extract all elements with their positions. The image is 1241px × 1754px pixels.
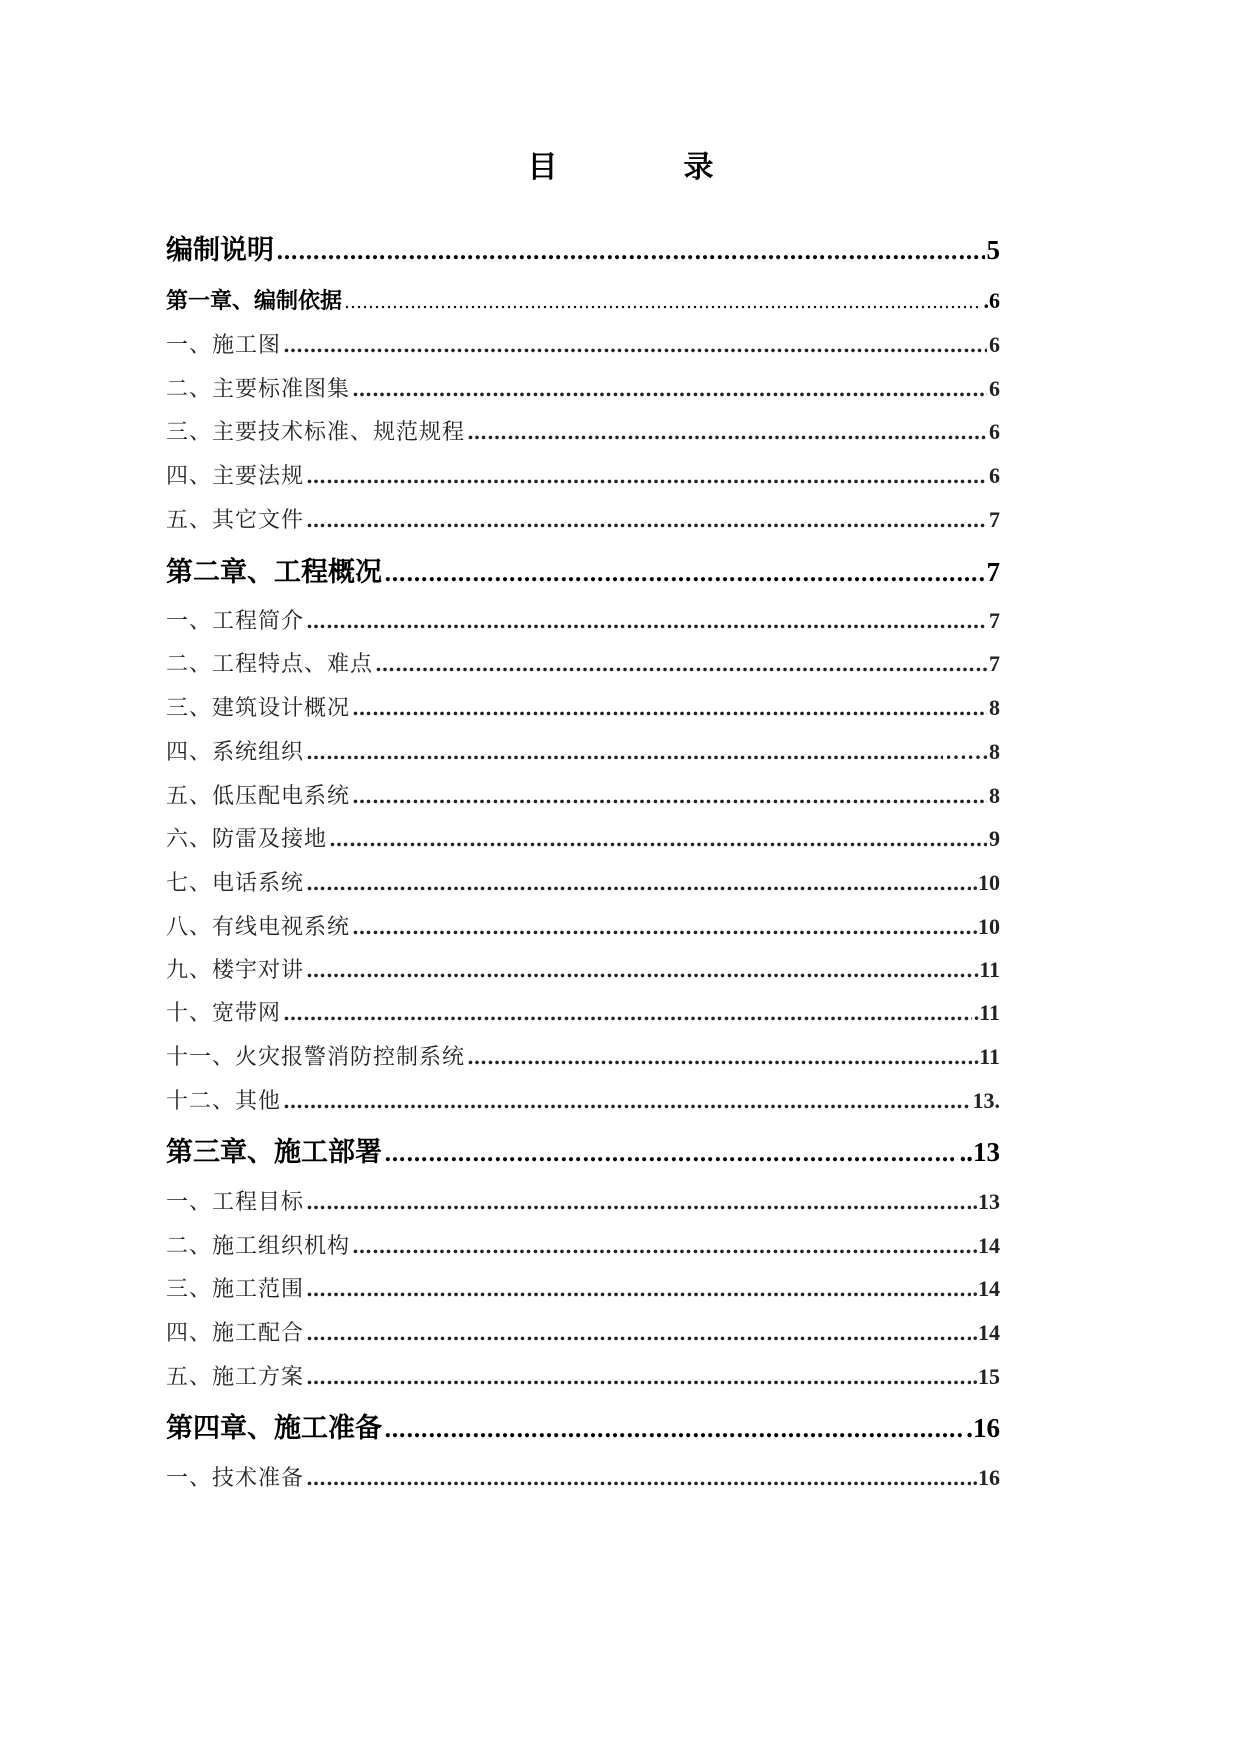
toc-entry-label: 九、楼宇对讲 — [166, 958, 305, 983]
toc-entry-page: 7 — [989, 651, 1000, 676]
toc-entry[interactable] — [166, 996, 1000, 1027]
toc-entry[interactable] — [166, 459, 1000, 490]
toc-entry-page: .11 — [973, 1044, 1000, 1069]
toc-entry-label: 三、建筑设计概况 — [166, 696, 351, 721]
toc-entry[interactable] — [166, 284, 1000, 315]
toc-entry-label: 四、主要法规 — [166, 464, 305, 489]
toc-entry[interactable] — [166, 647, 1000, 678]
toc-leader-dots — [306, 464, 987, 488]
toc-entry[interactable] — [166, 1084, 1000, 1115]
toc-entry[interactable] — [166, 866, 1000, 897]
toc-entry-label: 五、低压配电系统 — [166, 784, 351, 809]
toc-leader-dots — [306, 958, 972, 982]
toc-entry-page: 8 — [989, 783, 1000, 808]
toc-entry[interactable] — [166, 779, 1000, 810]
toc-entry[interactable] — [166, 1040, 1000, 1071]
toc-leader-dots — [375, 652, 987, 676]
toc-entry-page: .10 — [972, 914, 1000, 939]
toc-entry[interactable] — [166, 691, 1000, 722]
toc-entry-label: 十二、其他 — [166, 1089, 282, 1114]
toc-entry[interactable] — [166, 604, 1000, 635]
toc-leader-dots — [344, 292, 981, 313]
toc-entry-page: .13 — [972, 1189, 1000, 1214]
toc-entry-page: .14 — [972, 1320, 1000, 1345]
toc-entry-label: 十、宽带网 — [166, 1001, 282, 1026]
toc-entry[interactable] — [166, 228, 1000, 267]
toc-leader-dots — [306, 1190, 970, 1214]
toc-entry-page: 7 — [989, 608, 1000, 633]
toc-entry-label: 五、施工方案 — [166, 1365, 305, 1390]
toc-entry[interactable] — [166, 953, 1000, 984]
toc-entry-page: .14 — [972, 1276, 1000, 1301]
toc-entry-label: 八、有线电视系统 — [166, 915, 351, 940]
toc-entry-page: 6 — [989, 419, 1000, 444]
toc-entry[interactable] — [166, 1185, 1000, 1216]
toc-leader-dots — [352, 696, 987, 720]
toc-entry-page: .16 — [966, 1413, 1000, 1443]
toc-entry-label: 编制说明 — [166, 235, 274, 266]
toc-leader-dots — [384, 1141, 958, 1167]
toc-entry[interactable] — [166, 735, 1000, 766]
toc-entry-label: 二、主要标准图集 — [166, 377, 351, 402]
toc-entry-label: 一、工程简介 — [166, 609, 305, 634]
toc-entry[interactable] — [166, 1406, 1000, 1445]
toc-entry[interactable] — [166, 1316, 1000, 1347]
toc-entry-label: 三、施工范围 — [166, 1277, 305, 1302]
toc-entry-page: 6 — [989, 376, 1000, 401]
toc-leader-dots — [283, 1001, 972, 1025]
toc-entry-label: 第二章、工程概况 — [166, 557, 382, 588]
page-title: 目 录 — [527, 150, 762, 185]
toc-leader-dots — [384, 1417, 964, 1443]
toc-entry-page: .15 — [972, 1364, 1000, 1389]
toc-entry[interactable] — [166, 415, 1000, 446]
toc-entry-label: 四、系统组织 — [166, 740, 305, 765]
toc-entry[interactable] — [166, 372, 1000, 403]
toc-entry-label: 三、主要技术标准、规范规程 — [166, 420, 466, 445]
toc-entry-page: 5 — [986, 235, 1000, 265]
toc-entry[interactable] — [166, 550, 1000, 589]
toc-entry[interactable] — [166, 1130, 1000, 1169]
toc-entry-page: 6 — [989, 463, 1000, 488]
toc-leader-dots — [467, 420, 987, 444]
toc-leader-dots — [306, 1466, 970, 1490]
toc-entry-page: 8 — [989, 695, 1000, 720]
toc-leader-dots — [306, 1365, 970, 1389]
toc-leader-dots — [306, 508, 987, 532]
toc-entry-label: 一、工程目标 — [166, 1190, 305, 1215]
toc-entry-page: 7 — [989, 507, 1000, 532]
toc-entry-page: 6 — [989, 332, 1000, 357]
toc-entry-page: ……8 — [945, 739, 1000, 764]
toc-leader-dots — [306, 1321, 970, 1345]
toc-entry[interactable] — [166, 822, 1000, 853]
toc-entry-label: 一、施工图 — [166, 333, 282, 358]
toc-leader-dots — [283, 1089, 970, 1113]
toc-leader-dots — [384, 561, 985, 587]
toc-entry-label: 一、技术准备 — [166, 1466, 305, 1491]
toc-leader-dots — [352, 377, 987, 401]
toc-entry-label: 第一章、编制依据 — [166, 288, 343, 314]
toc-leader-dots — [276, 239, 985, 265]
toc-entry-page: .14 — [972, 1233, 1000, 1258]
toc-entry[interactable] — [166, 1229, 1000, 1260]
toc-entry-page: .16 — [972, 1465, 1000, 1490]
toc-entry-page: .11 — [973, 957, 1000, 982]
toc-entry[interactable] — [166, 910, 1000, 941]
toc-entry-page: .11 — [973, 1000, 1000, 1025]
toc-entry-page: ..13 — [959, 1137, 1000, 1167]
toc-entry-label: 第四章、施工准备 — [166, 1413, 382, 1444]
toc-entry-label: 七、电话系统 — [166, 871, 305, 896]
toc-entry-page: .6 — [983, 288, 1000, 313]
toc-entry-label: 十一、火灾报警消防控制系统 — [166, 1045, 466, 1070]
toc-entry[interactable] — [166, 1360, 1000, 1391]
toc-leader-dots — [306, 740, 943, 764]
toc-entry-page: 9 — [989, 826, 1000, 851]
toc-entry-label: 五、其它文件 — [166, 508, 305, 533]
toc-leader-dots — [329, 827, 987, 851]
toc-leader-dots — [283, 333, 987, 357]
toc-entry[interactable] — [166, 1272, 1000, 1303]
toc-leader-dots — [467, 1045, 972, 1069]
toc-leader-dots — [352, 1234, 970, 1258]
toc-entry-page: .10 — [972, 870, 1000, 895]
toc-leader-dots — [352, 784, 987, 808]
toc-entry[interactable] — [166, 503, 1000, 534]
toc-entry-label: 四、施工配合 — [166, 1321, 305, 1346]
toc-leader-dots — [306, 609, 987, 633]
toc-entry[interactable] — [166, 328, 1000, 359]
toc-entry-page: 13. — [972, 1088, 1000, 1113]
toc-entry-label: 二、工程特点、难点 — [166, 652, 374, 677]
toc-entry-label: 六、防雷及接地 — [166, 827, 328, 852]
toc-entry-label: 二、施工组织机构 — [166, 1234, 351, 1259]
toc-leader-dots — [306, 871, 970, 895]
toc-leader-dots — [352, 915, 970, 939]
toc-entry-label: 第三章、施工部署 — [166, 1137, 382, 1168]
toc-leader-dots — [306, 1277, 970, 1301]
toc-entry-page: 7 — [986, 557, 1000, 587]
toc-entry[interactable] — [166, 1461, 1000, 1492]
